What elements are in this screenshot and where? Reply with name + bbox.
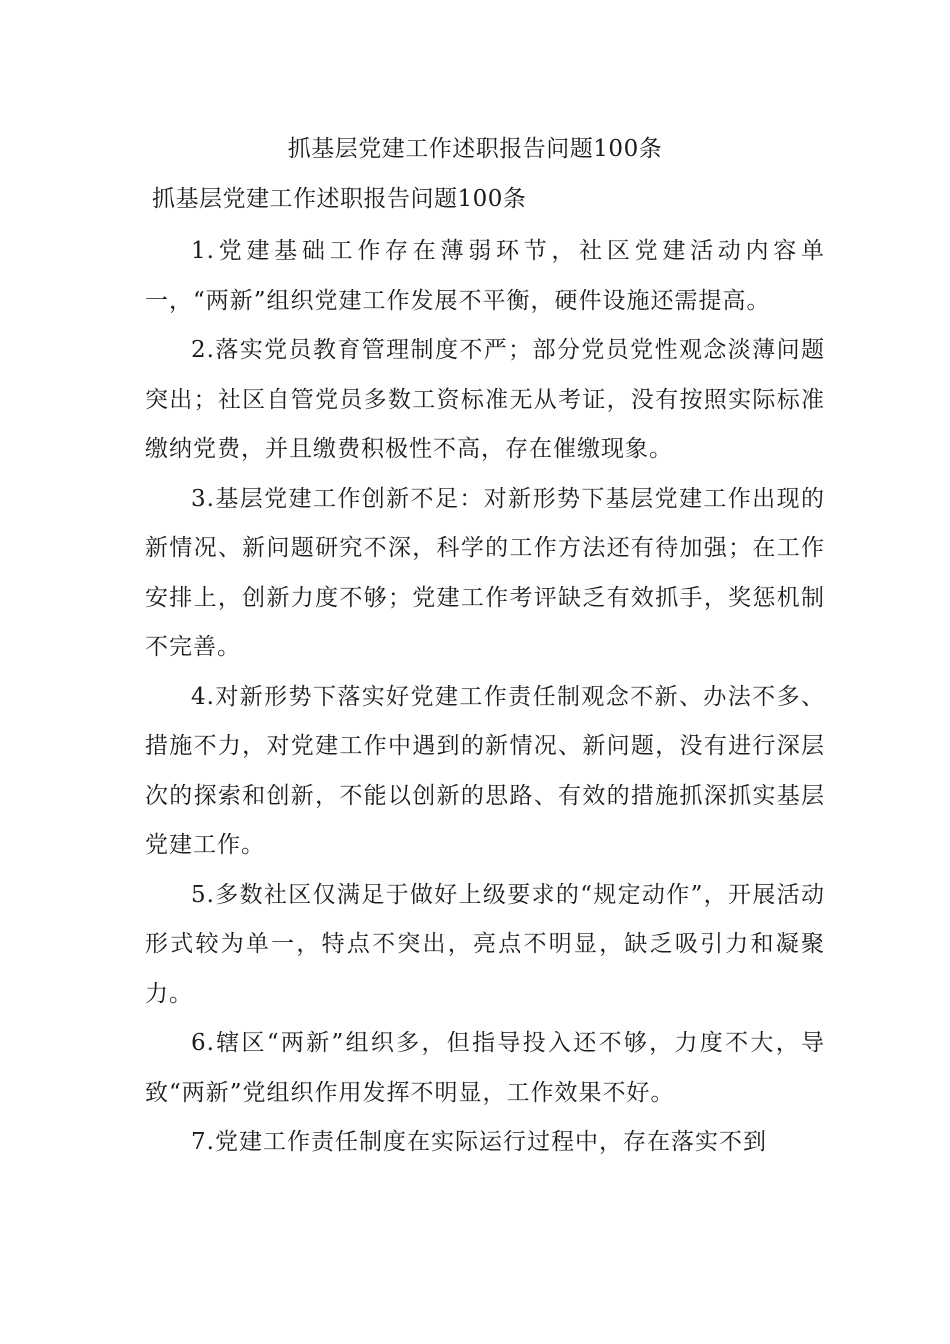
paragraph-6: 6.辖区“两新”组织多，但指导投入还不够，力度不大，导致“两新”党组织作用发挥不明显，工作效果不好。	[145, 1030, 825, 1106]
paragraph-2: 2.落实党员教育管理制度不严；部分党员党性观念淡薄问题突出；社区自管党员多数工资标准无从考证，没有按照实际标准缴纳党费，并且缴费积极性不高，存在催缴现象。	[145, 337, 825, 462]
paragraph-3: 3.基层党建工作创新不足：对新形势下基层党建工作出现的新情况、新问题研究不深，科学的工作方法还有待加强；在工作安排上，创新力度不够；党建工作考评缺乏有效抓手，奖惩机制不完善。	[145, 485, 825, 660]
paragraph-7: 7.党建工作责任制度在实际运行过程中，存在落实不到	[191, 1129, 767, 1155]
document-body	[145, 227, 825, 1168]
document-title: 抓基层党建工作述职报告问题100条	[287, 136, 663, 162]
paragraph-5: 5.多数社区仅满足于做好上级要求的“规定动作”，开展活动形式较为单一，特点不突出，亮点不明显，缺乏吸引力和凝聚力。	[145, 881, 825, 1007]
paragraph-1: 1.党建基础工作存在薄弱环节，社区党建活动内容单一，“两新”组织党建工作发展不平衡，硬件设施还需提高。	[145, 238, 825, 314]
document-subtitle: 抓基层党建工作述职报告问题100条	[152, 186, 527, 212]
paragraph-4: 4.对新形势下落实好党建工作责任制观念不新、办法不多、措施不力，对党建工作中遇到的新情况、新问题，没有进行深层次的探索和创新，不能以创新的思路、有效的措施抓深抓实基层党建工作。	[145, 683, 825, 858]
